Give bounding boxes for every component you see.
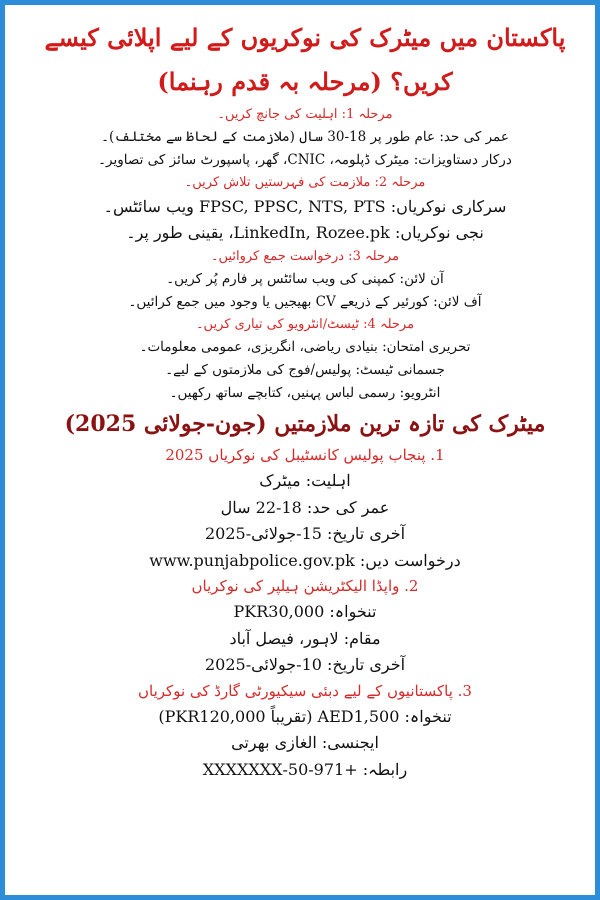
job-2-line-1: تنخواہ: PKR30,000 [233, 602, 377, 621]
step-1-line-2: درکار دستاویزات: میٹرک ڈپلومہ، CNIC، گھر، پاسپورٹ سائز کی تصاویر۔ [98, 152, 512, 168]
step-3-line-1: آن لائن: کمپنی کی ویب سائٹس پر فارم پُر کریں۔ [166, 271, 444, 287]
step-2-line-1: سرکاری نوکریاں: FPSC, PPSC, NTS, PTS ویب سائٹس۔ [103, 197, 507, 216]
job-2-line-2: مقام: لاہور، فیصل آباد [229, 628, 381, 648]
step-4-line-1: تحریری امتحان: بنیادی ریاضی، انگریزی، عمومی معلومات۔ [139, 339, 471, 355]
step-3-heading: مرحلہ 3: درخواست جمع کروائیں۔ [210, 249, 400, 264]
page-title: پاکستان میں میٹرک کی نوکریوں کے لیے اپلائی کیسے کریں؟ (مرحلہ بہ قدم رہنما) [44, 23, 566, 96]
job-1-line-1: اہلیت: میٹرک [259, 471, 351, 490]
step-2-heading: مرحلہ 2: ملازمت کی فہرستیں تلاش کریں۔ [184, 175, 426, 190]
step-2-line-2: نجی نوکریاں: LinkedIn, Rozee.pk، یقینی طور پر۔ [126, 223, 484, 242]
step-4-heading: مرحلہ 4: ٹیسٹ/انٹرویو کی تیاری کریں۔ [195, 317, 415, 332]
job-1-line-2: عمر کی حد: 18-22 سال [220, 497, 390, 517]
latest-jobs-heading: میٹرک کی تازہ ترین ملازمتیں (جون-جولائی 2025) [64, 411, 546, 437]
job-3-heading: 3. پاکستانیوں کے لیے دبئی سیکیورٹی گارڈ کی نوکریاں [138, 681, 472, 700]
job-1-line-4: درخواست دیں: www.punjabpolice.gov.pk [149, 550, 461, 570]
step-1-heading: مرحلہ 1: اہلیت کی جانچ کریں۔ [217, 107, 393, 122]
job-1-heading: 1. پنجاب پولیس کانسٹیبل کی نوکریاں 2025 [165, 446, 445, 464]
article-content [10, 10, 600, 900]
job-3-line-1: تنخواہ: AED1,500 (تقریباً PKR120,000) [158, 706, 452, 726]
job-1-line-3: آخری تاریخ: 15-جولائی-2025 [204, 524, 406, 543]
step-4-line-2: جسمانی ٹیسٹ: پولیس/فوج کی ملازمتوں کے لیے۔ [165, 362, 445, 378]
job-3-line-3: رابطہ: +971-50-XXXXXXX [202, 759, 408, 779]
step-4-line-3: انٹرویو: رسمی لباس پہنیں، کتابچے ساتھ رکھیں۔ [169, 385, 441, 401]
step-3-line-2: آف لائن: کورئیر کے ذریعے CV بھیجیں یا وجود میں جمع کرائیں۔ [128, 294, 482, 310]
job-2-line-3: آخری تاریخ: 10-جولائی-2025 [204, 655, 406, 674]
steps-section [10, 104, 600, 405]
job-2-heading: 2. واپڈا الیکٹریشن ہیلپر کی نوکریاں [191, 577, 419, 595]
jobs-section [10, 443, 600, 783]
step-1-line-1: عمر کی حد: عام طور پر 18-30 سال (ملازمت کے لحاظ سے مختلف)۔ [101, 129, 509, 145]
job-3-line-2: ایجنسی: الغازی بھرتی [231, 733, 379, 752]
